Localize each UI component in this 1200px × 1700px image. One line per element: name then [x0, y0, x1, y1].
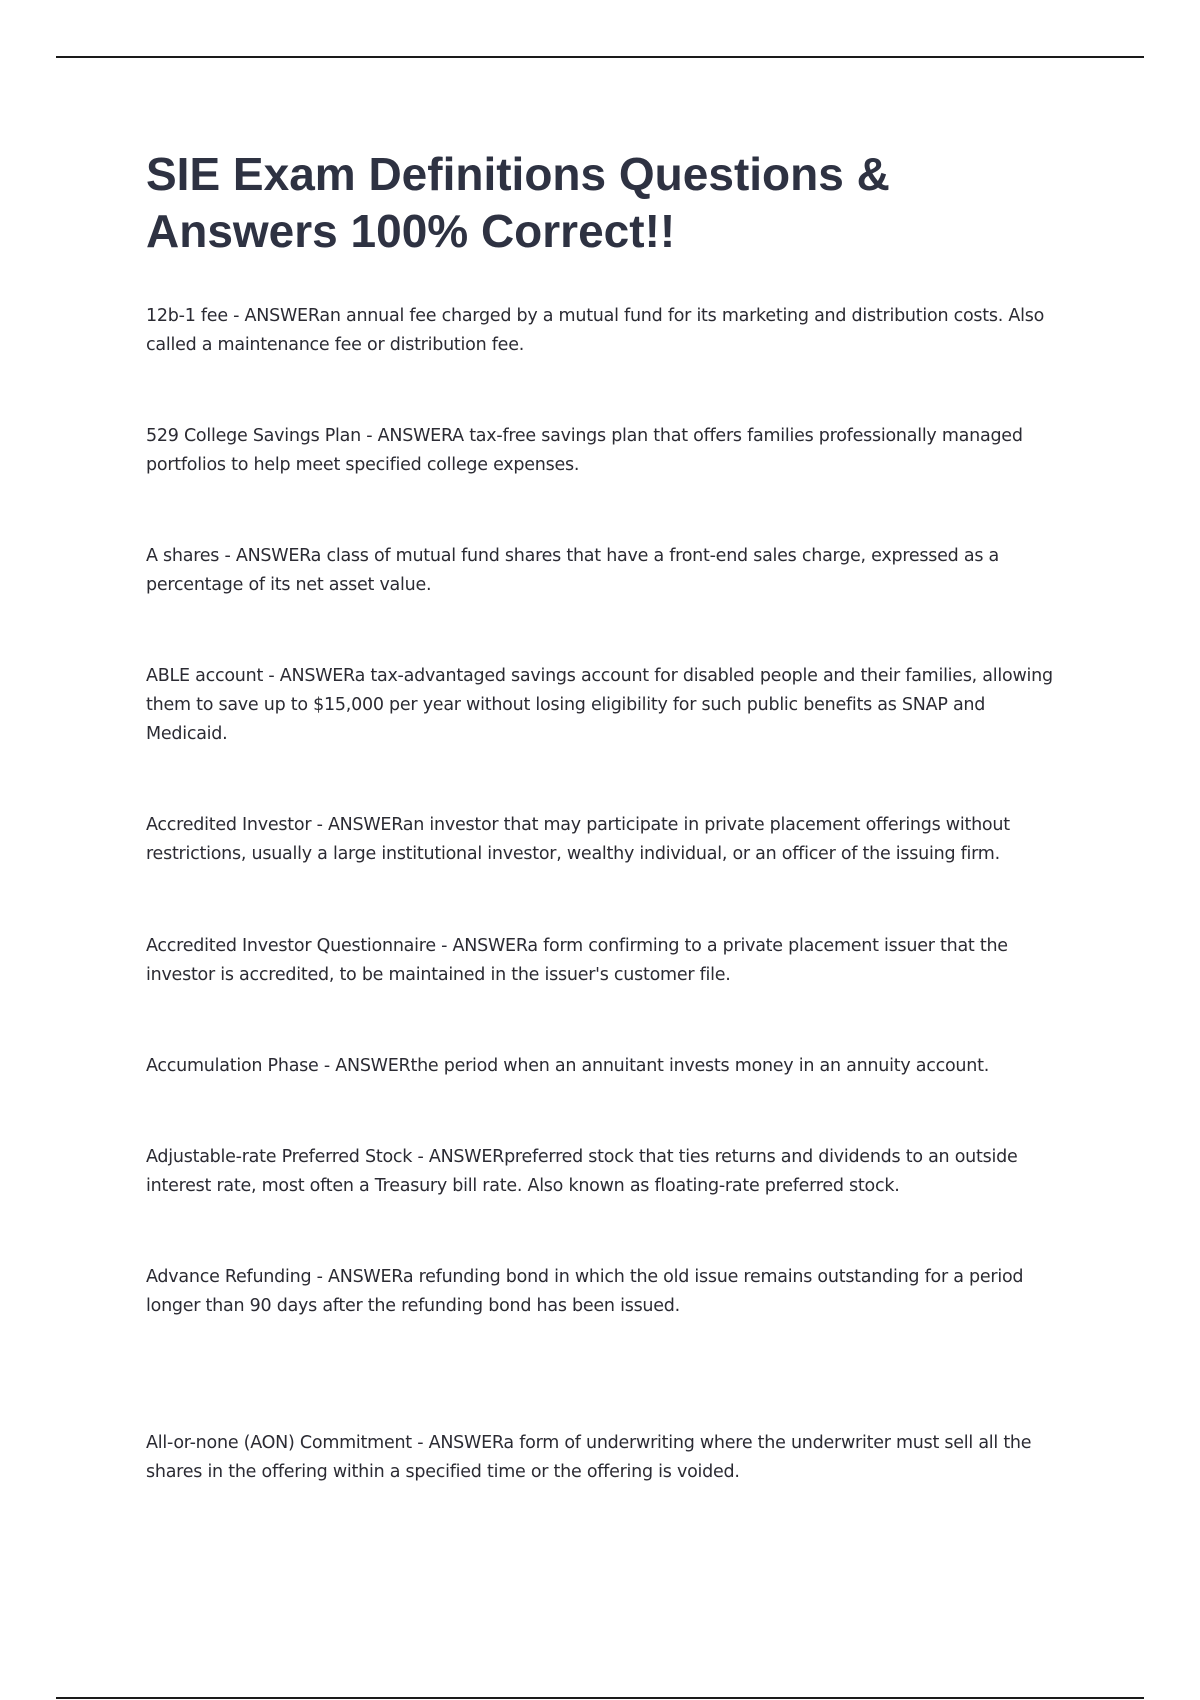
answer-separator: - ANSWER: [412, 1147, 505, 1167]
definition: the period when an annuitant invests money in an annuity account.: [410, 1056, 990, 1076]
term: Accumulation Phase: [146, 1056, 319, 1076]
answer-separator: - ANSWER: [227, 306, 320, 326]
term: 12b-1 fee: [146, 306, 228, 326]
definition: preferred stock that ties returns and dividends to an outside interest rate, most often a Treasury bill rate. Also known as floating-rate preferred stock.: [146, 1147, 1018, 1196]
definition: A tax-free savings plan that offers families professionally managed portfolios to help meet specified college expenses.: [146, 426, 1023, 475]
term: Accredited Investor Questionnaire: [146, 936, 436, 956]
definition-entry: [146, 662, 1066, 749]
term: All-or-none (AON) Commitment: [146, 1433, 412, 1453]
answer-separator: - ANSWER: [411, 1433, 504, 1453]
definition: a tax-advantaged savings account for disabled people and their families, allowing them to save up to $15,000 per year without losing eligibility for such public benefits as SNAP and Medicaid.: [146, 666, 1053, 744]
definition-entry: [146, 422, 1066, 480]
term: Advance Refunding: [146, 1267, 312, 1287]
definition-entry: [146, 1143, 1066, 1201]
definition: a refunding bond in which the old issue remains outstanding for a period longer than 90 days after the refunding bond has been issued.: [146, 1267, 1024, 1316]
term: 529 College Savings Plan: [146, 426, 361, 446]
answer-separator: - ANSWER: [318, 1056, 411, 1076]
definition: an annual fee charged by a mutual fund for its marketing and distribution costs. Also called a maintenance fee or distribution fee.: [146, 306, 1045, 355]
top-divider: [56, 56, 1144, 58]
answer-separator: - ANSWER: [219, 546, 311, 566]
definition-entry: [146, 1429, 1066, 1487]
definition-entry: [146, 811, 1066, 869]
answer-separator: - ANSWER: [311, 1267, 403, 1287]
definition-entry: [146, 932, 1066, 990]
definition: a form confirming to a private placement issuer that the investor is accredited, to be maintained in the issuer's customer file.: [146, 936, 1008, 985]
definition: an investor that may participate in private placement offerings without restrictions, usually a large institutional investor, wealthy individual, or an officer of the issuing firm.: [146, 815, 1010, 864]
term: Adjustable-rate Preferred Stock: [146, 1147, 413, 1167]
definition-entry: [146, 1263, 1066, 1321]
bottom-divider: [56, 1697, 1144, 1699]
page-title: SIE Exam Definitions Questions & Answers 100% Correct!!: [146, 148, 890, 257]
term: ABLE account: [146, 666, 264, 686]
term: A shares: [146, 546, 220, 566]
answer-separator: - ANSWER: [435, 936, 528, 956]
definition: a form of underwriting where the underwriter must sell all the shares in the offering within a specified time or the offering is voided.: [146, 1433, 1032, 1482]
definition: a class of mutual fund shares that have a front-end sales charge, expressed as a percentage of its net asset value.: [146, 546, 999, 595]
answer-separator: - ANSWER: [360, 426, 453, 446]
answer-separator: - ANSWER: [311, 815, 403, 835]
definition-entry: [146, 302, 1066, 360]
definition-entry: [146, 542, 1066, 600]
answer-separator: - ANSWER: [263, 666, 355, 686]
definition-entry: [146, 1052, 1066, 1081]
term: Accredited Investor: [146, 815, 312, 835]
